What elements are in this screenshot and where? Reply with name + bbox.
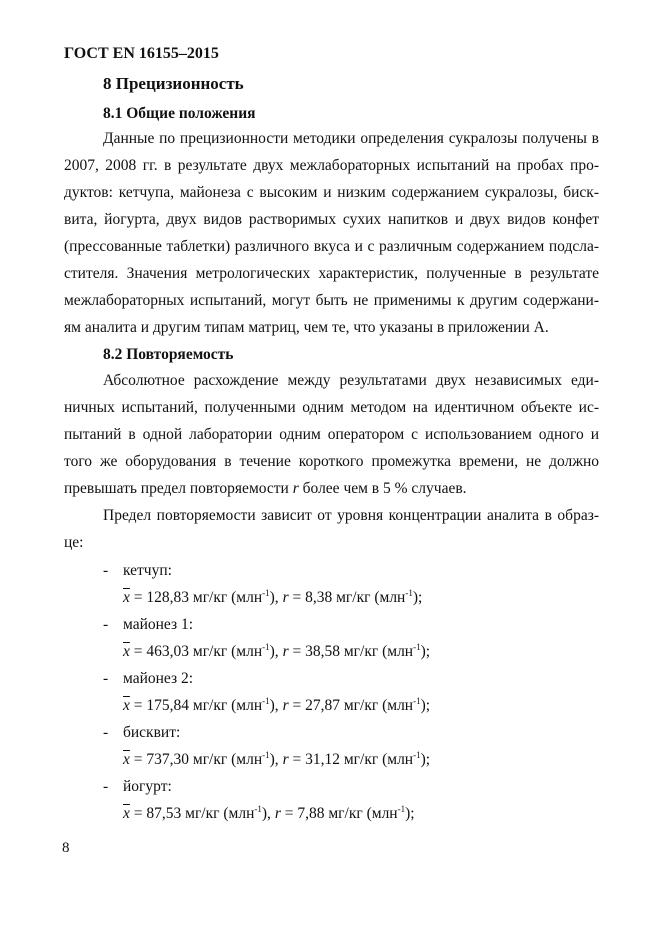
exponent: -1 [413, 642, 421, 652]
unit-text: мг/кг (млн [339, 751, 414, 768]
text-span: ); [405, 805, 415, 822]
text-span: = [129, 643, 147, 660]
text-span: ); [420, 643, 431, 660]
exponent: -1 [262, 696, 270, 706]
paragraph-8-1-line: ям аналита и другим типам матриц, чем те, что указаны в приложении А. [64, 319, 549, 336]
sample-formula [123, 697, 430, 715]
mean-value: 463,03 [146, 643, 190, 660]
unit-text: мг/кг (млн [181, 805, 255, 822]
text-span: = [129, 697, 147, 714]
text-span: ), [269, 643, 283, 660]
r-value: 27,87 [305, 697, 340, 714]
unit-text: мг/кг (млн [189, 643, 263, 660]
sample-formula [123, 805, 415, 823]
mean-value: 87,53 [146, 805, 182, 822]
exponent: -1 [413, 696, 421, 706]
paragraph-8-2-line: ничных испытаний, полученными одним методом на идентичном объекте ис- [64, 399, 599, 416]
mean-symbol: $\overline{x}$ [123, 697, 130, 714]
section-8-heading: 8 Прецизионность [103, 74, 244, 93]
r-value: 7,88 [297, 805, 325, 822]
paragraph-8-1-line: 2007, 2008 гг. в результате двух межлабораторных испытаний на пробах про- [64, 157, 599, 174]
list-dash: - [103, 616, 109, 633]
mean-value: 175,84 [146, 697, 190, 714]
list-dash: - [103, 562, 109, 579]
symbol-r: r [282, 643, 289, 660]
sample-name: майонез 1: [123, 616, 194, 633]
limit-intro-line: це: [64, 534, 84, 551]
mean-symbol: $\overline{x}$ [123, 643, 130, 660]
paragraph-8-1-line: межлабораторных испытаний, могут быть не применимы к другим содержани- [64, 292, 599, 309]
sample-formula [123, 751, 430, 769]
mean-symbol: $\overline{x}$ [123, 751, 130, 768]
unit-text: мг/кг (млн [189, 697, 263, 714]
symbol-r: r [292, 480, 299, 497]
section-8-1-heading: 8.1 Общие положения [103, 105, 256, 122]
section-8-2-heading: 8.2 Повторяемость [103, 346, 234, 363]
text-span: = [288, 697, 306, 714]
paragraph-8-1-line: стителя. Значения метрологических характеристик, полученные в результате [64, 265, 599, 282]
mean-symbol: $\overline{x}$ [123, 589, 130, 606]
paragraph-8-1-line: (прессованные таблетки) различного вкуса и с различным содержанием подсла- [64, 238, 599, 255]
page-number: 8 [62, 840, 70, 856]
sample-formula [123, 643, 430, 661]
sample-name: йогурт: [123, 778, 172, 795]
text-span: ), [269, 589, 283, 606]
limit-intro-line: Предел повторяемости зависит от уровня концентрации аналита в образ- [103, 507, 599, 524]
r-value: 38,58 [305, 643, 340, 660]
exponent: -1 [262, 750, 270, 760]
unit-text: мг/кг (млн [339, 643, 414, 660]
sample-name: майонез 2: [123, 670, 194, 687]
exponent: -1 [262, 588, 270, 598]
text-span: = [129, 589, 147, 606]
paragraph-8-2-line: того же оборудования в течение короткого промежутка времени, не должно [64, 453, 599, 470]
unit-text: мг/кг (млн [189, 589, 263, 606]
exponent: -1 [405, 588, 413, 598]
unit-text: мг/кг (млн [332, 589, 406, 606]
sample-name: кетчуп: [123, 562, 172, 579]
text-span: ), [261, 805, 275, 822]
paragraph-8-2-line [64, 480, 467, 498]
symbol-r: r [282, 697, 289, 714]
mean-value: 128,83 [146, 589, 190, 606]
list-dash: - [103, 778, 109, 795]
paragraph-8-2-line: пытаний в одной лаборатории одним оператором с использованием одного и [64, 426, 599, 443]
text-span: = [288, 643, 306, 660]
text-span: более чем в 5 % случаев. [302, 480, 467, 497]
paragraph-8-1-line: дуктов: кетчупа, майонеза с высоким и низким содержанием сукралозы, биск- [64, 184, 599, 201]
text-span: превышать предел повторяемости [64, 480, 289, 497]
paragraph-8-2-line: Абсолютное расхождение между результатами двух независимых еди- [103, 372, 599, 389]
text-span: = [288, 751, 306, 768]
r-value: 31,12 [305, 751, 340, 768]
symbol-r: r [282, 751, 289, 768]
standard-header: ГОСТ EN 16155–2015 [64, 45, 219, 62]
text-span: = [129, 751, 147, 768]
mean-symbol: $\overline{x}$ [123, 805, 130, 822]
paragraph-8-1-line: вита, йогурта, двух видов растворимых сухих напитков и двух видов конфет [64, 211, 599, 228]
list-dash: - [103, 670, 109, 687]
paragraph-8-1-line: Данные по прецизионности методики определения сукралозы получены в [103, 130, 599, 147]
exponent: -1 [262, 642, 270, 652]
text-span: = [288, 589, 306, 606]
text-span: ); [420, 697, 431, 714]
text-span: ), [269, 751, 283, 768]
list-dash: - [103, 724, 109, 741]
unit-text: мг/кг (млн [339, 697, 414, 714]
unit-text: мг/кг (млн [324, 805, 398, 822]
text-span: ); [412, 589, 423, 606]
text-span: = [280, 805, 298, 822]
sample-formula [123, 589, 422, 607]
unit-text: мг/кг (млн [189, 751, 263, 768]
exponent: -1 [397, 804, 406, 814]
text-span: = [129, 805, 147, 822]
exponent: -1 [413, 750, 421, 760]
text-span: ), [269, 697, 283, 714]
text-span: ); [420, 751, 431, 768]
mean-value: 737,30 [146, 751, 190, 768]
r-value: 8,38 [305, 589, 333, 606]
symbol-r: r [274, 805, 281, 822]
symbol-r: r [282, 589, 289, 606]
exponent: -1 [254, 804, 262, 814]
sample-name: бисквит: [123, 724, 181, 741]
